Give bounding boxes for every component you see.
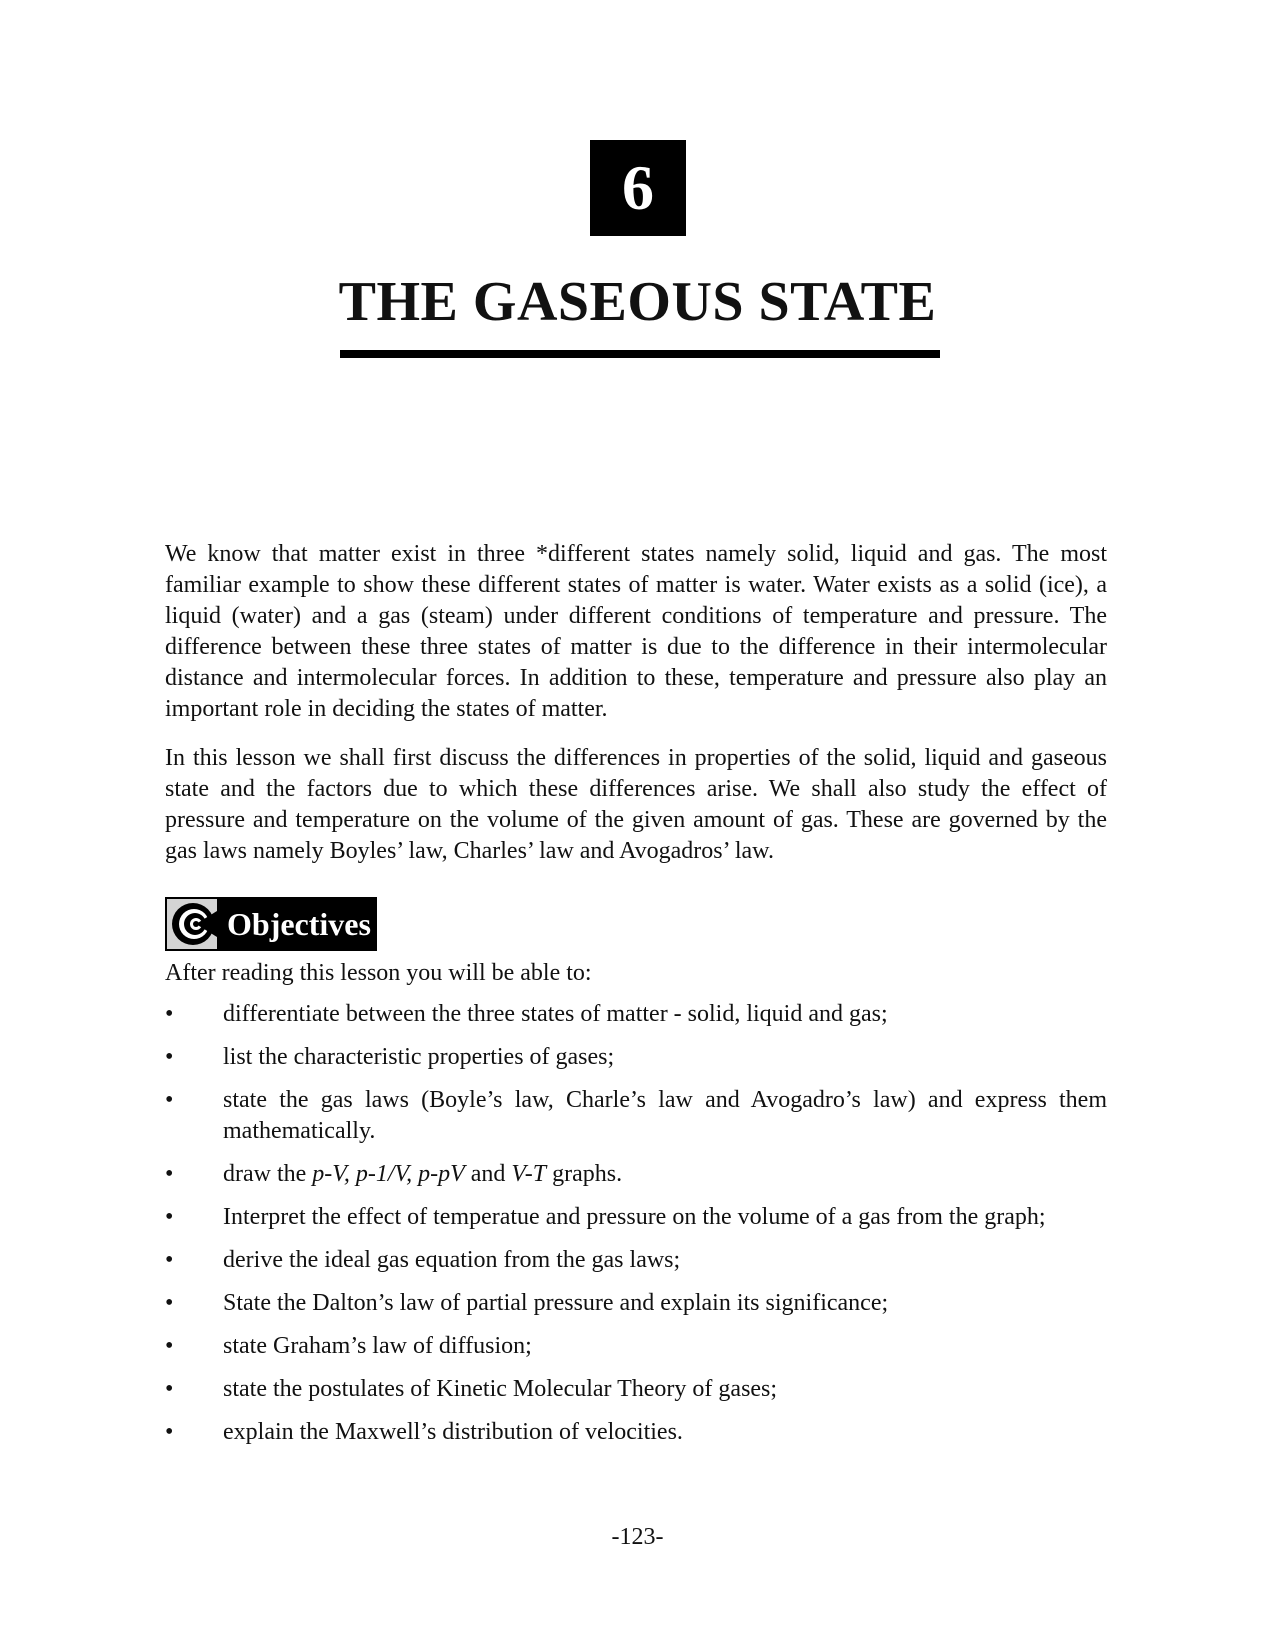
objective-item (165, 1042, 1107, 1073)
objectives-heading-label: Objectives (219, 897, 377, 951)
objective-text: derive the ideal gas equation from the gas laws; (223, 1247, 681, 1273)
intro-paragraph-2: In this lesson we shall first discuss the differences in properties of the solid, liquid and gaseous state and the factors due to which these differences arise. We shall also study the effect of pressure and temperature on the volume of the given amount of gas. These are governed by the gas laws namely Boyles’ law, Charles’ law and Avogadros’ law. (165, 745, 1107, 864)
bullet: • (165, 1333, 174, 1359)
target-spiral-icon (165, 897, 219, 951)
objective-item (165, 999, 1107, 1030)
objective-text: explain the Maxwell’s distribution of velocities. (223, 1419, 683, 1445)
objective-item (165, 1374, 1107, 1405)
bullet: • (165, 1204, 174, 1230)
bullet: • (165, 1247, 174, 1273)
objective-text: differentiate between the three states of matter - solid, liquid and gas; (223, 1001, 888, 1027)
objectives-lead-in: After reading this lesson you will be able to: (165, 960, 592, 986)
objective-text: state the postulates of Kinetic Molecular Theory of gases; (223, 1376, 778, 1402)
page-number: -123- (611, 1524, 664, 1550)
objective-text: Interpret the effect of temperatue and pressure on the volume of a gas from the graph; (223, 1204, 1046, 1230)
vt-graph-italic: V-T (511, 1161, 547, 1187)
objective-text: state the gas laws (Boyle’s law, Charle’s law and Avogadro’s law) and express them mathematically. (223, 1087, 1107, 1144)
objectives-heading (165, 897, 377, 951)
objective-item (165, 1288, 1107, 1319)
chapter-title: THE GASEOUS STATE (338, 271, 937, 333)
objective-text: state Graham’s law of diffusion; (223, 1333, 532, 1359)
title-underline (340, 350, 940, 358)
objectives-list (165, 999, 1107, 1460)
objective-text: State the Dalton’s law of partial pressure and explain its significance; (223, 1290, 889, 1316)
bullet: • (165, 1001, 174, 1027)
objective-item (165, 1085, 1107, 1147)
objective-item (165, 1417, 1107, 1448)
bullet: • (165, 1419, 174, 1445)
objective-item (165, 1331, 1107, 1362)
bullet: • (165, 1044, 174, 1070)
objective-item (165, 1202, 1107, 1233)
bullet: • (165, 1087, 174, 1113)
bullet: • (165, 1290, 174, 1316)
graph-list-italic: p-V, p-1/V, p-pV (312, 1161, 465, 1187)
objective-item (165, 1159, 1107, 1190)
intro-paragraph-1: We know that matter exist in three *different states namely solid, liquid and gas. The most familiar example to show these different states of matter is water. Water exists as a solid (ice), a liquid (water) and a gas (steam) under different conditions of temperature and pressure. The difference between these three states of matter is due to the difference in their intermolecular distance and intermolecular forces. In addition to these, temperature and pressure also play an important role in deciding the states of matter. (165, 541, 1107, 722)
objective-text: list the characteristic properties of gases; (223, 1044, 615, 1070)
bullet: • (165, 1161, 174, 1187)
objective-text: draw the p-V, p-1/V, p-pV and V-T graphs. (223, 1161, 623, 1187)
objective-item (165, 1245, 1107, 1276)
chapter-number-badge: 6 (590, 140, 686, 236)
bullet: • (165, 1376, 174, 1402)
